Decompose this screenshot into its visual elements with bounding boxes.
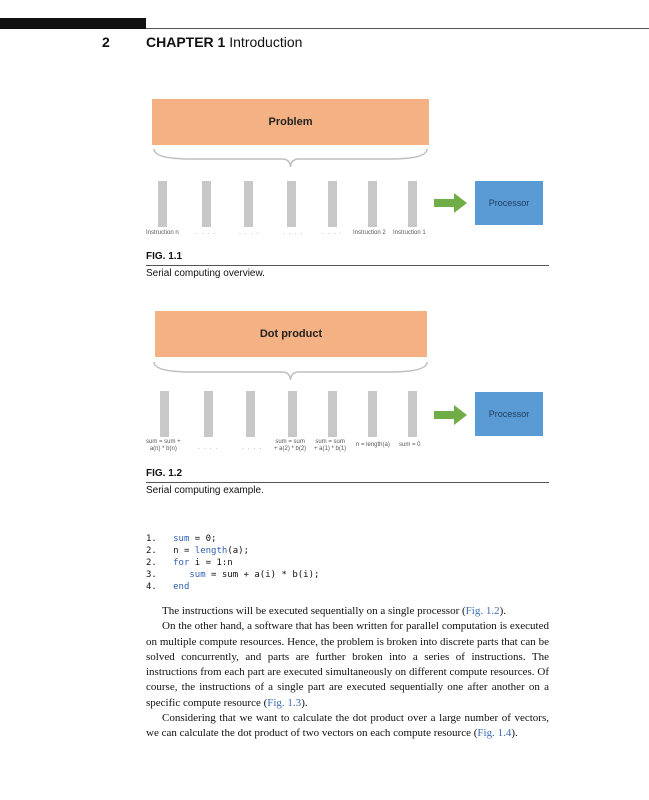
figure-label: FIG. 1.2 [146, 468, 183, 479]
code-line: 2. n = length(a); [146, 546, 249, 556]
instruction-label: sum = sum + a(2) * b(2) [274, 439, 307, 452]
instruction-bar [287, 181, 296, 227]
ellipsis: . . . . [196, 229, 217, 236]
instruction-bar [328, 181, 337, 227]
figure-caption: Serial computing overview. [146, 268, 265, 279]
figure-link[interactable]: Fig. 1.2 [465, 605, 500, 617]
instruction-label: sum = 0 [399, 442, 421, 448]
chapter-title: Introduction [229, 34, 303, 50]
code-listing [146, 533, 319, 593]
paragraph: Considering that we want to calculate the dot product over a large number of vectors, we can calculate the dot product of two vectors on each compute resource (Fig. 1.4). [146, 712, 549, 740]
brace-shape [152, 360, 429, 382]
figure-1-2 [146, 308, 549, 498]
paragraph: On the other hand, a software that has been written for parallel computation is executed on multiple compute resources. Hence, the problem is broken into discrete parts that can be solved concurrently, and parts are further broken into a series of instructions. The instructions from each part are executed simultaneously on different compute resources. Of course, the instructions of a single part are executed sequentially one after another on a specific compute resource (Fig. 1.3). [146, 620, 549, 709]
header-rule [146, 28, 649, 29]
processor-box: Processor [475, 181, 543, 225]
code-line: 3. sum = sum + a(i) * b(i); [146, 570, 320, 580]
ellipsis: . . . . [322, 229, 343, 236]
code-line: 4. end [146, 582, 190, 592]
instruction-bar [368, 181, 377, 227]
instruction-bar [244, 181, 253, 227]
figure-rule [146, 482, 549, 483]
instruction-bar [158, 181, 167, 227]
processor-box: Processor [475, 392, 543, 436]
figure-link[interactable]: Fig. 1.3 [267, 696, 302, 709]
figure-rule [146, 265, 549, 266]
instruction-bar [246, 391, 255, 437]
figure-caption: Serial computing example. [146, 485, 264, 496]
arrow-right-icon [434, 193, 468, 213]
running-head [146, 34, 302, 50]
instruction-bar [202, 181, 211, 227]
paragraph: The instructions will be executed sequentially on a single processor (Fig. 1.2). [162, 605, 506, 617]
instruction-bar [408, 391, 417, 437]
brace-shape [152, 147, 429, 169]
ellipsis: . . . . [283, 229, 304, 236]
body-text [146, 604, 549, 742]
instruction-bar [204, 391, 213, 437]
instruction-bar [408, 181, 417, 227]
ellipsis: . . . . [242, 444, 263, 451]
dot-product-box: Dot product [155, 311, 427, 357]
instruction-label: Instruction 2 [353, 230, 386, 236]
header-black-bar [0, 18, 146, 29]
code-line: 2. for i = 1:n [146, 558, 233, 568]
instruction-bar [160, 391, 169, 437]
chapter-label: CHAPTER 1 [146, 34, 226, 50]
instruction-bar [288, 391, 297, 437]
code-line: 1. sum = 0; [146, 534, 217, 544]
instruction-label: Instruction n [146, 230, 179, 236]
instruction-label: Instruction 1 [393, 230, 426, 236]
page-number: 2 [102, 34, 110, 50]
figure-link[interactable]: Fig. 1.4 [477, 727, 512, 740]
ellipsis: . . . . [198, 444, 219, 451]
figure-label: FIG. 1.1 [146, 251, 183, 262]
instruction-bar [328, 391, 337, 437]
figure-1-1 [146, 95, 549, 279]
instruction-bar [368, 391, 377, 437]
instruction-label: sum = sum + a(n) * b(n) [146, 439, 181, 452]
arrow-right-icon [434, 405, 468, 425]
instruction-label: sum = sum + a(1) * b(1) [314, 439, 347, 452]
instruction-label: n = length(a) [356, 442, 390, 448]
problem-box: Problem [152, 99, 429, 145]
ellipsis: . . . . [239, 229, 260, 236]
